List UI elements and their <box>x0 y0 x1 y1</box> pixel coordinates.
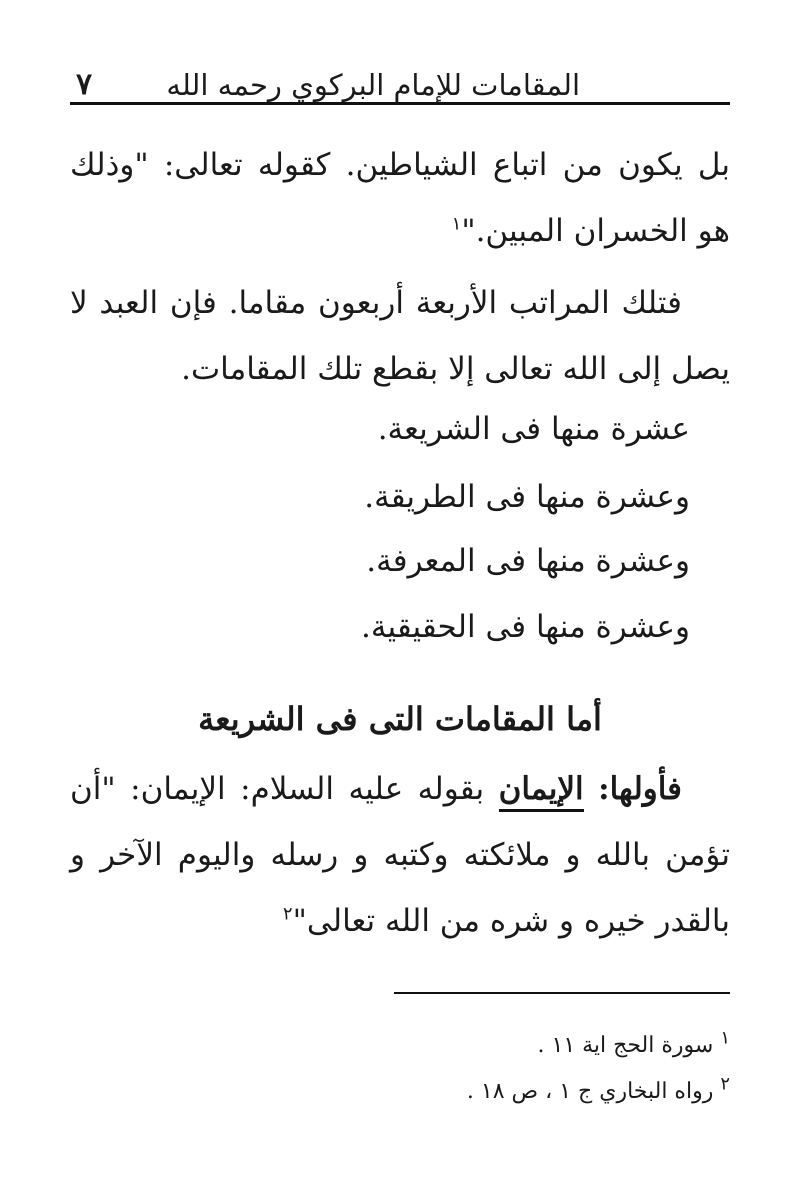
list-line-2: وعشرة منها فى الطريقة. <box>364 479 690 515</box>
list-line-3: وعشرة منها فى المعرفة. <box>366 543 690 579</box>
footnote-1 <box>538 1028 731 1064</box>
footnote-2-number: ٢ <box>720 1073 730 1095</box>
page-number: ٧ <box>76 67 93 102</box>
running-title: المقامات للإمام البركوي رحمه الله <box>166 68 580 102</box>
footnote-ref-1: ١ <box>451 213 462 235</box>
section-heading: أما المقامات التى فى الشريعة <box>198 700 602 738</box>
book-page <box>70 40 730 1150</box>
footnote-ref-2: ٢ <box>282 903 293 925</box>
paragraph-1-text: بل يكون من اتباع الشياطين. كقوله تعالى: "وذلك هو الخسران المبين." <box>70 147 730 249</box>
footnote-2 <box>467 1074 730 1110</box>
paragraph-3-text: بقوله عليه السلام: الإيمان: "أن تؤمن بالله و ملائكته وكتبه و رسله واليوم الآخر و بالقدر خيره و شره من الله تعالى" <box>70 771 730 939</box>
footnote-separator <box>394 992 730 994</box>
footnote-2-text: رواه البخاري ج ١ ، ص ١٨ . <box>466 1079 714 1104</box>
running-header <box>70 66 730 104</box>
key-term: الإيمان <box>499 771 584 812</box>
paragraph-3-lead: فأولها: <box>598 771 682 807</box>
footnote-1-text: سورة الحج اية ١١ . <box>537 1033 714 1058</box>
paragraph-3 <box>70 756 730 954</box>
footnote-1-number: ١ <box>720 1027 730 1049</box>
list-line-4: وعشرة منها فى الحقيقية. <box>361 609 690 645</box>
paragraph-1 <box>70 132 730 264</box>
list-line-1: عشرة منها فى الشريعة. <box>377 411 690 447</box>
header-rule <box>70 102 730 105</box>
paragraph-2: فتلك المراتب الأربعة أربعون مقاما. فإن العبد لا يصل إلى الله تعالى إلا بقطع تلك المقامات. <box>70 285 730 387</box>
